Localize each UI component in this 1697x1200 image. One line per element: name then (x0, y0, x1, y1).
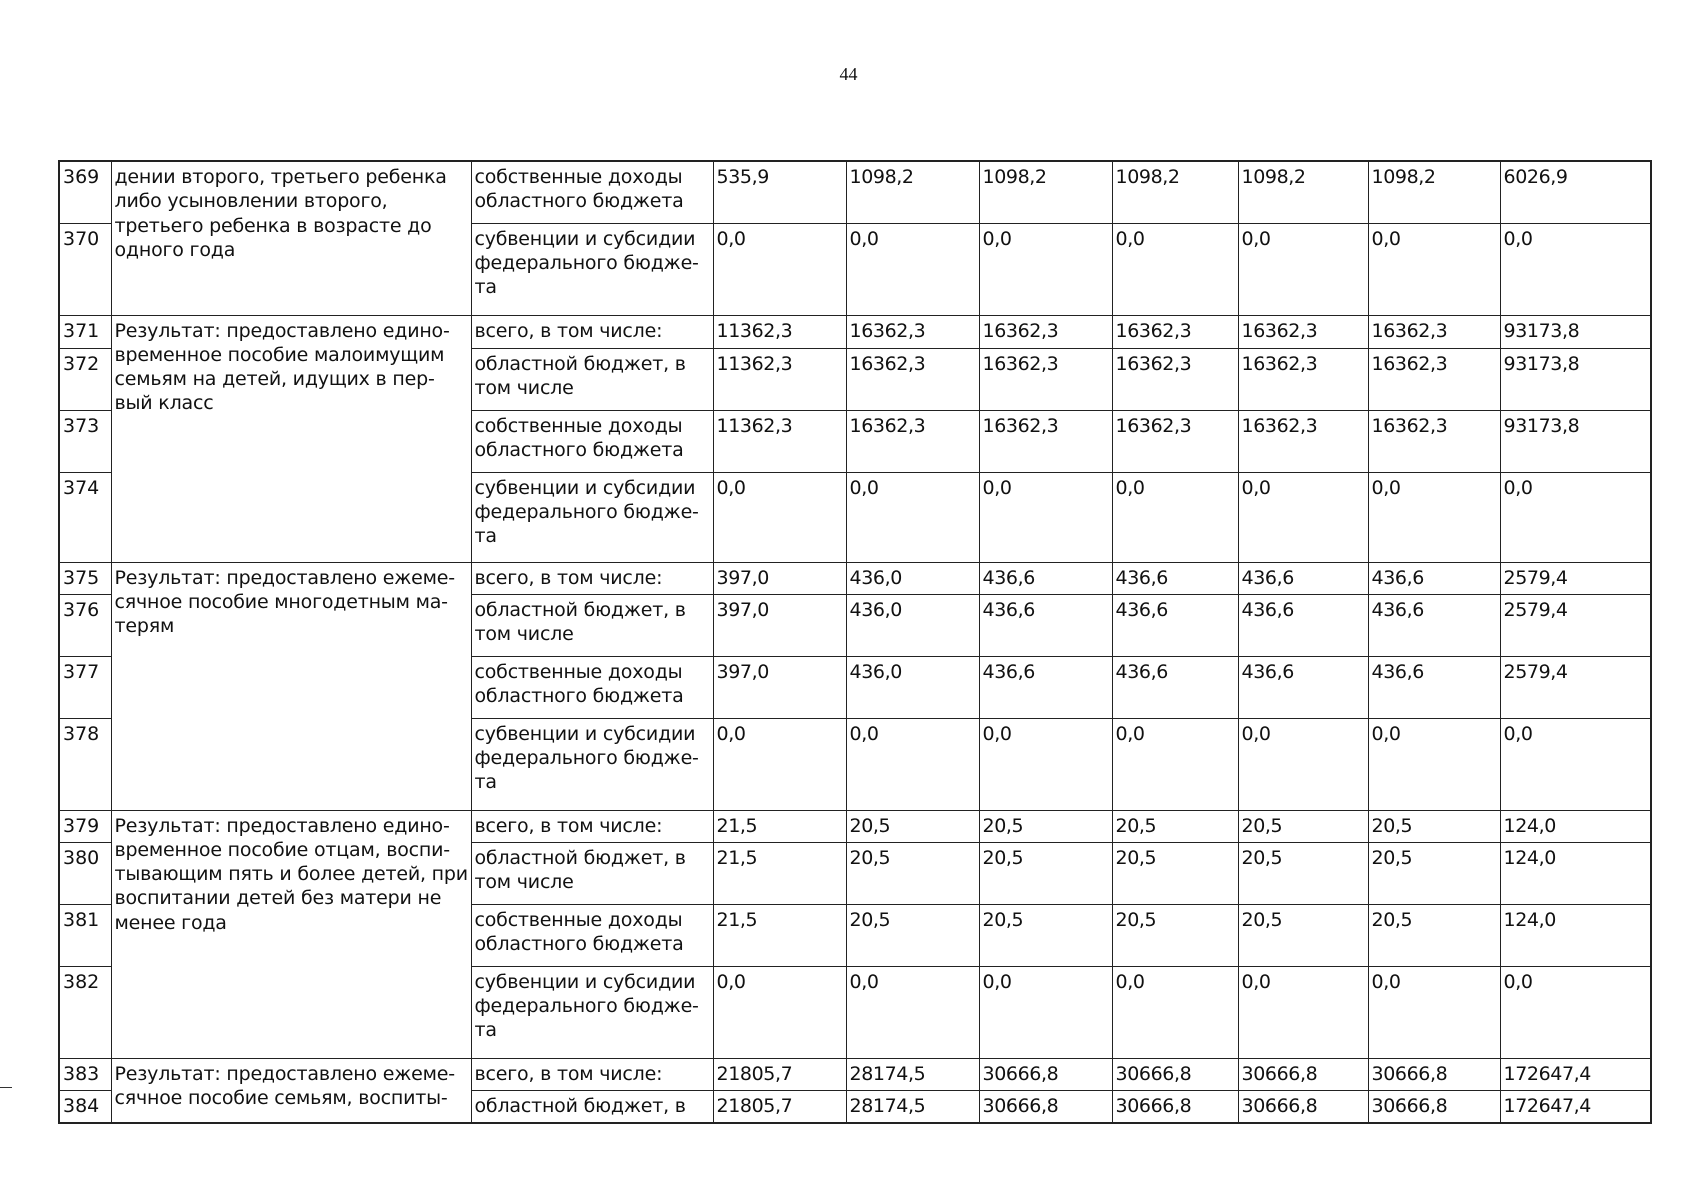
year-value: 436,6 (1368, 562, 1500, 594)
year-value: 16362,3 (846, 315, 979, 348)
funding-source: собственные доходы областного бюджета (471, 904, 713, 966)
funding-source: всего, в том числе: (471, 810, 713, 842)
year-value: 397,0 (713, 594, 846, 656)
year-value: 0,0 (979, 472, 1112, 562)
year-value: 20,5 (1112, 904, 1238, 966)
year-value: 0,0 (1238, 472, 1368, 562)
year-value: 30666,8 (1112, 1058, 1238, 1090)
year-value: 0,0 (1368, 966, 1500, 1058)
year-value: 16362,3 (1238, 410, 1368, 472)
row-number: 373 (59, 410, 111, 472)
year-value: 20,5 (979, 904, 1112, 966)
year-value: 0,0 (713, 718, 846, 810)
year-value: 16362,3 (979, 410, 1112, 472)
year-value: 16362,3 (979, 315, 1112, 348)
total-value: 0,0 (1500, 718, 1651, 810)
table-row (59, 810, 1651, 842)
funding-source: субвенции и субсидии федерального бюдже-та (471, 718, 713, 810)
year-value: 0,0 (846, 966, 979, 1058)
year-value: 16362,3 (1368, 315, 1500, 348)
row-number: 370 (59, 223, 111, 315)
result-description: дении второго, третьего ребенка либо усыновлении второго, третьего ребенка в возрасте до одного года (111, 161, 471, 315)
year-value: 30666,8 (1368, 1090, 1500, 1123)
year-value: 0,0 (1112, 223, 1238, 315)
year-value: 16362,3 (1112, 410, 1238, 472)
funding-source: всего, в том числе: (471, 315, 713, 348)
year-value: 436,0 (846, 656, 979, 718)
funding-source: всего, в том числе: (471, 562, 713, 594)
year-value: 11362,3 (713, 348, 846, 410)
row-number: 381 (59, 904, 111, 966)
row-number: 383 (59, 1058, 111, 1090)
year-value: 30666,8 (979, 1058, 1112, 1090)
year-value: 30666,8 (1238, 1090, 1368, 1123)
total-value: 2579,4 (1500, 594, 1651, 656)
year-value: 1098,2 (1112, 161, 1238, 223)
year-value: 436,6 (1112, 594, 1238, 656)
result-description: Результат: предоставлено едино-временное пособие малоимущим семьям на детей, идущих в пер-вый класс (111, 315, 471, 562)
year-value: 21,5 (713, 904, 846, 966)
year-value: 0,0 (846, 718, 979, 810)
year-value: 21805,7 (713, 1090, 846, 1123)
row-number: 376 (59, 594, 111, 656)
funding-source: собственные доходы областного бюджета (471, 161, 713, 223)
year-value: 20,5 (979, 810, 1112, 842)
year-value: 436,6 (1238, 594, 1368, 656)
year-value: 30666,8 (979, 1090, 1112, 1123)
year-value: 0,0 (979, 718, 1112, 810)
year-value: 20,5 (1368, 842, 1500, 904)
year-value: 0,0 (713, 223, 846, 315)
year-value: 20,5 (1112, 842, 1238, 904)
year-value: 16362,3 (1112, 348, 1238, 410)
year-value: 0,0 (1238, 718, 1368, 810)
total-value: 93173,8 (1500, 348, 1651, 410)
year-value: 436,6 (1112, 656, 1238, 718)
year-value: 436,6 (1368, 594, 1500, 656)
year-value: 28174,5 (846, 1090, 979, 1123)
year-value: 0,0 (1238, 966, 1368, 1058)
total-value: 0,0 (1500, 966, 1651, 1058)
year-value: 436,0 (846, 594, 979, 656)
year-value: 16362,3 (846, 410, 979, 472)
row-number: 374 (59, 472, 111, 562)
row-number: 378 (59, 718, 111, 810)
page-number: 44 (839, 64, 858, 84)
row-number: 380 (59, 842, 111, 904)
year-value: 0,0 (1112, 472, 1238, 562)
year-value: 436,6 (1238, 562, 1368, 594)
total-value: 2579,4 (1500, 562, 1651, 594)
table-row (59, 315, 1651, 348)
year-value: 20,5 (1238, 904, 1368, 966)
row-number: 379 (59, 810, 111, 842)
year-value: 0,0 (846, 472, 979, 562)
total-value: 124,0 (1500, 904, 1651, 966)
year-value: 20,5 (1238, 810, 1368, 842)
row-number: 384 (59, 1090, 111, 1123)
year-value: 436,6 (1112, 562, 1238, 594)
table-row (59, 161, 1651, 223)
row-number: 382 (59, 966, 111, 1058)
row-number: 375 (59, 562, 111, 594)
year-value: 11362,3 (713, 315, 846, 348)
funding-source: областной бюджет, в том числе (471, 348, 713, 410)
row-number: 377 (59, 656, 111, 718)
year-value: 20,5 (846, 904, 979, 966)
year-value: 0,0 (1368, 718, 1500, 810)
year-value: 21805,7 (713, 1058, 846, 1090)
year-value: 21,5 (713, 810, 846, 842)
funding-source: субвенции и субсидии федерального бюдже-та (471, 223, 713, 315)
year-value: 30666,8 (1238, 1058, 1368, 1090)
year-value: 0,0 (1238, 223, 1368, 315)
year-value: 11362,3 (713, 410, 846, 472)
year-value: 0,0 (1112, 718, 1238, 810)
year-value: 16362,3 (1238, 348, 1368, 410)
table-body (59, 161, 1651, 1123)
total-value: 172647,4 (1500, 1058, 1651, 1090)
total-value: 0,0 (1500, 472, 1651, 562)
total-value: 6026,9 (1500, 161, 1651, 223)
row-number: 372 (59, 348, 111, 410)
funding-source: субвенции и субсидии федерального бюдже-та (471, 472, 713, 562)
year-value: 21,5 (713, 842, 846, 904)
funding-source: всего, в том числе: (471, 1058, 713, 1090)
result-description: Результат: предоставлено едино-временное пособие отцам, воспи-тывающим пять и более детей, при воспитании детей без матери не менее года (111, 810, 471, 1058)
funding-source: субвенции и субсидии федерального бюдже-та (471, 966, 713, 1058)
margin-dash (0, 1087, 12, 1088)
year-value: 0,0 (1112, 966, 1238, 1058)
year-value: 0,0 (713, 966, 846, 1058)
year-value: 1098,2 (846, 161, 979, 223)
year-value: 20,5 (1368, 810, 1500, 842)
table-row (59, 1058, 1651, 1090)
funding-source: собственные доходы областного бюджета (471, 656, 713, 718)
funding-source: областной бюджет, в том числе (471, 594, 713, 656)
result-description: Результат: предоставлено ежеме-сячное пособие многодетным ма-терям (111, 562, 471, 810)
year-value: 436,6 (979, 594, 1112, 656)
year-value: 397,0 (713, 562, 846, 594)
year-value: 20,5 (1368, 904, 1500, 966)
year-value: 0,0 (846, 223, 979, 315)
total-value: 124,0 (1500, 810, 1651, 842)
year-value: 20,5 (1238, 842, 1368, 904)
year-value: 20,5 (979, 842, 1112, 904)
row-number: 371 (59, 315, 111, 348)
year-value: 20,5 (846, 842, 979, 904)
total-value: 124,0 (1500, 842, 1651, 904)
year-value: 30666,8 (1368, 1058, 1500, 1090)
total-value: 172647,4 (1500, 1090, 1651, 1123)
year-value: 535,9 (713, 161, 846, 223)
year-value: 436,6 (1238, 656, 1368, 718)
year-value: 16362,3 (1112, 315, 1238, 348)
year-value: 0,0 (979, 223, 1112, 315)
year-value: 16362,3 (1368, 348, 1500, 410)
funding-source: областной бюджет, в том числе (471, 842, 713, 904)
year-value: 0,0 (1368, 223, 1500, 315)
year-value: 436,6 (979, 562, 1112, 594)
year-value: 1098,2 (1238, 161, 1368, 223)
year-value: 436,0 (846, 562, 979, 594)
year-value: 16362,3 (1368, 410, 1500, 472)
year-value: 16362,3 (846, 348, 979, 410)
year-value: 30666,8 (1112, 1090, 1238, 1123)
table-row (59, 562, 1651, 594)
total-value: 0,0 (1500, 223, 1651, 315)
result-description: Результат: предоставлено ежеме-сячное пособие семьям, воспиты- (111, 1058, 471, 1123)
year-value: 0,0 (1368, 472, 1500, 562)
year-value: 16362,3 (979, 348, 1112, 410)
year-value: 1098,2 (1368, 161, 1500, 223)
year-value: 16362,3 (1238, 315, 1368, 348)
year-value: 20,5 (1112, 810, 1238, 842)
year-value: 0,0 (979, 966, 1112, 1058)
total-value: 93173,8 (1500, 315, 1651, 348)
funding-source: областной бюджет, в (471, 1090, 713, 1123)
year-value: 436,6 (1368, 656, 1500, 718)
total-value: 93173,8 (1500, 410, 1651, 472)
row-number: 369 (59, 161, 111, 223)
funding-source: собственные доходы областного бюджета (471, 410, 713, 472)
total-value: 2579,4 (1500, 656, 1651, 718)
year-value: 28174,5 (846, 1058, 979, 1090)
year-value: 1098,2 (979, 161, 1112, 223)
budget-table (58, 160, 1652, 1124)
year-value: 397,0 (713, 656, 846, 718)
year-value: 0,0 (713, 472, 846, 562)
year-value: 20,5 (846, 810, 979, 842)
year-value: 436,6 (979, 656, 1112, 718)
